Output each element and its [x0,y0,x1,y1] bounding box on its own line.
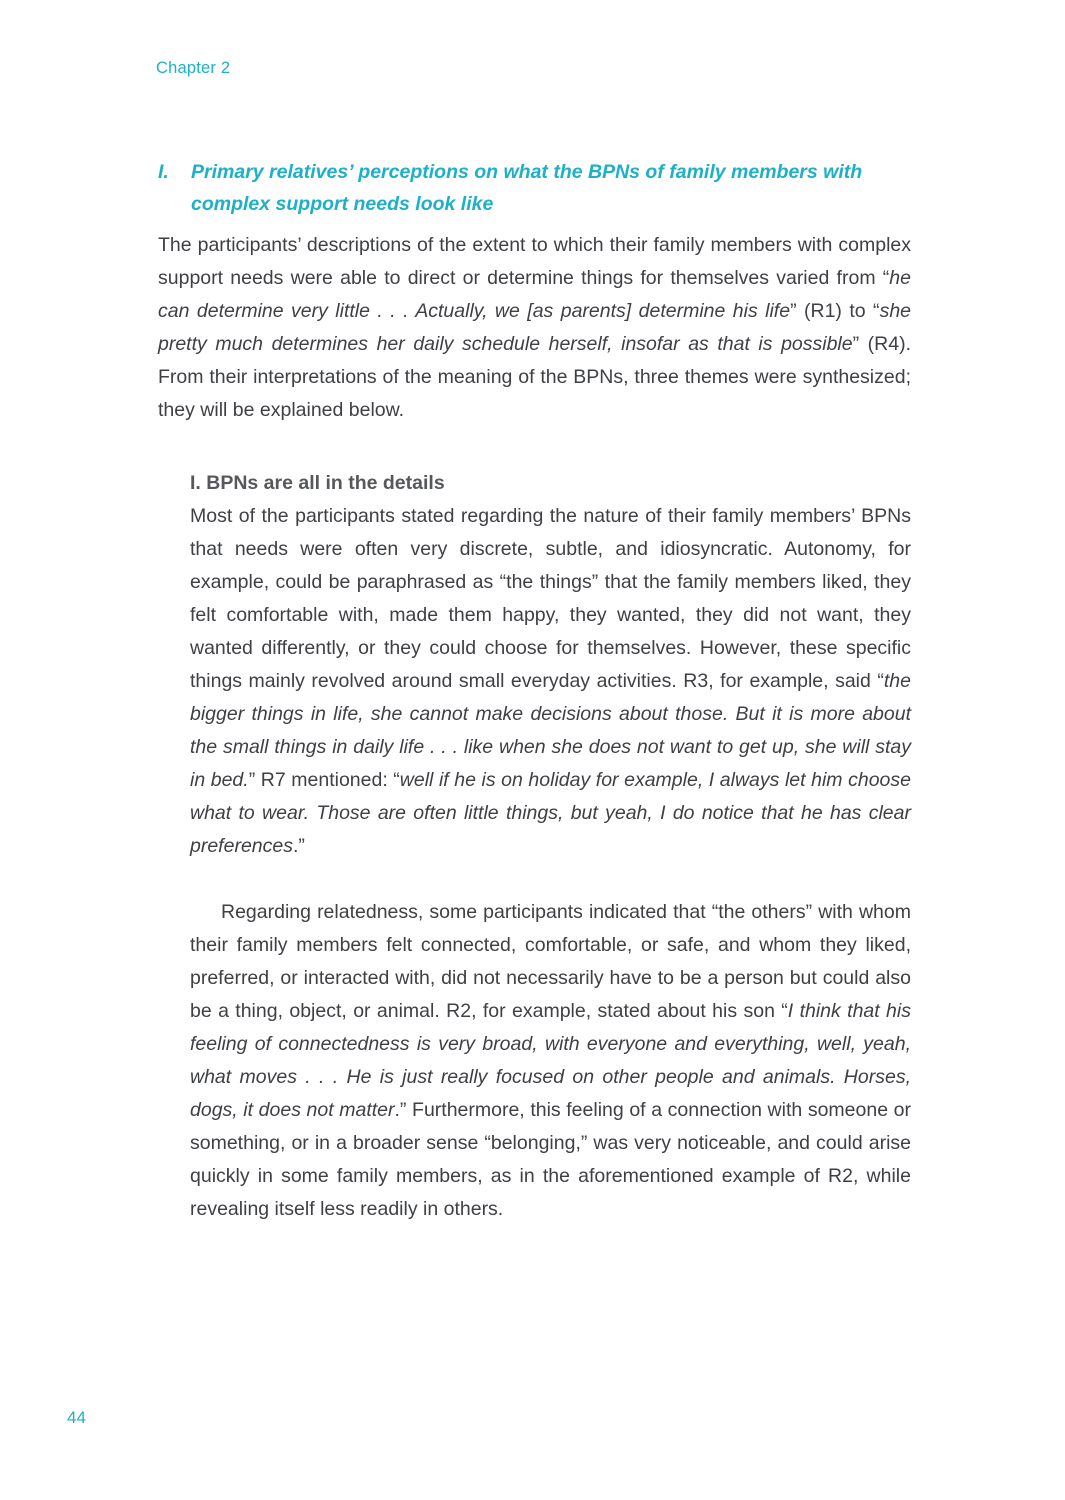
section-heading-text: Primary relatives’ perceptions on what the BPNs of family members with complex support needs look like [191,161,863,215]
paragraph-theme-1: Most of the participants stated regarding the nature of their family members’ BPNs that needs were often very discrete, subtle, and idiosyncratic. Autonomy, for example, could be paraphrased as “the things” that the family members liked, they felt comfortable with, made them happy, they wanted, they did not want, they wanted differently, or they could choose for themselves. However, these specific things mainly revolved around small everyday activities. R3, for example, said “the bigger things in life, she cannot make decisions about those. But it is more about the small things in daily life . . . like when she does not want to get up, she will stay in bed.” R7 mentioned: “well if he is on holiday for example, I always let him choose what to wear. Those are often little things, but yeah, I do notice that he has clear preferences.” [190,505,911,857]
page-number: 44 [67,1408,86,1427]
section-heading-numeral: I. [158,161,169,183]
paragraph-relatedness: Regarding relatedness, some participants indicated that “the others” with whom their family members felt connected, comfortable, or safe, and whom they liked, preferred, or interacted with, did not necessarily have to be a person but could also be a thing, object, or animal. R2, for example, stated about his son “I think that his feeling of connectedness is very broad, with everyone and everything, well, yeah, what moves . . . He is just really focused on other people and animals. Horses, dogs, it does not matter.” Furthermore, this feeling of a connection with someone or something, or in a broader sense “belonging,” was very noticeable, and could arise quickly in some family members, as in the aforementioned example of R2, while revealing itself less readily in others. [190,901,911,1220]
theme-1-block [190,467,911,1226]
page-content [158,156,911,1226]
paragraph-intro: The participants’ descriptions of the extent to which their family members with complex support needs were able to direct or determine things for themselves varied from “he can determine very little . . . Actually, we [as parents] determine his life” (R1) to “she pretty much determines her daily schedule herself, insofar as that is possible” (R4). From their interpretations of the meaning of the BPNs, three themes were synthesized; they will be explained below. [158,234,912,421]
chapter-label: Chapter 2 [156,59,231,77]
subheading-theme-1: I. BPNs are all in the details [190,472,445,494]
section-heading [158,156,911,220]
